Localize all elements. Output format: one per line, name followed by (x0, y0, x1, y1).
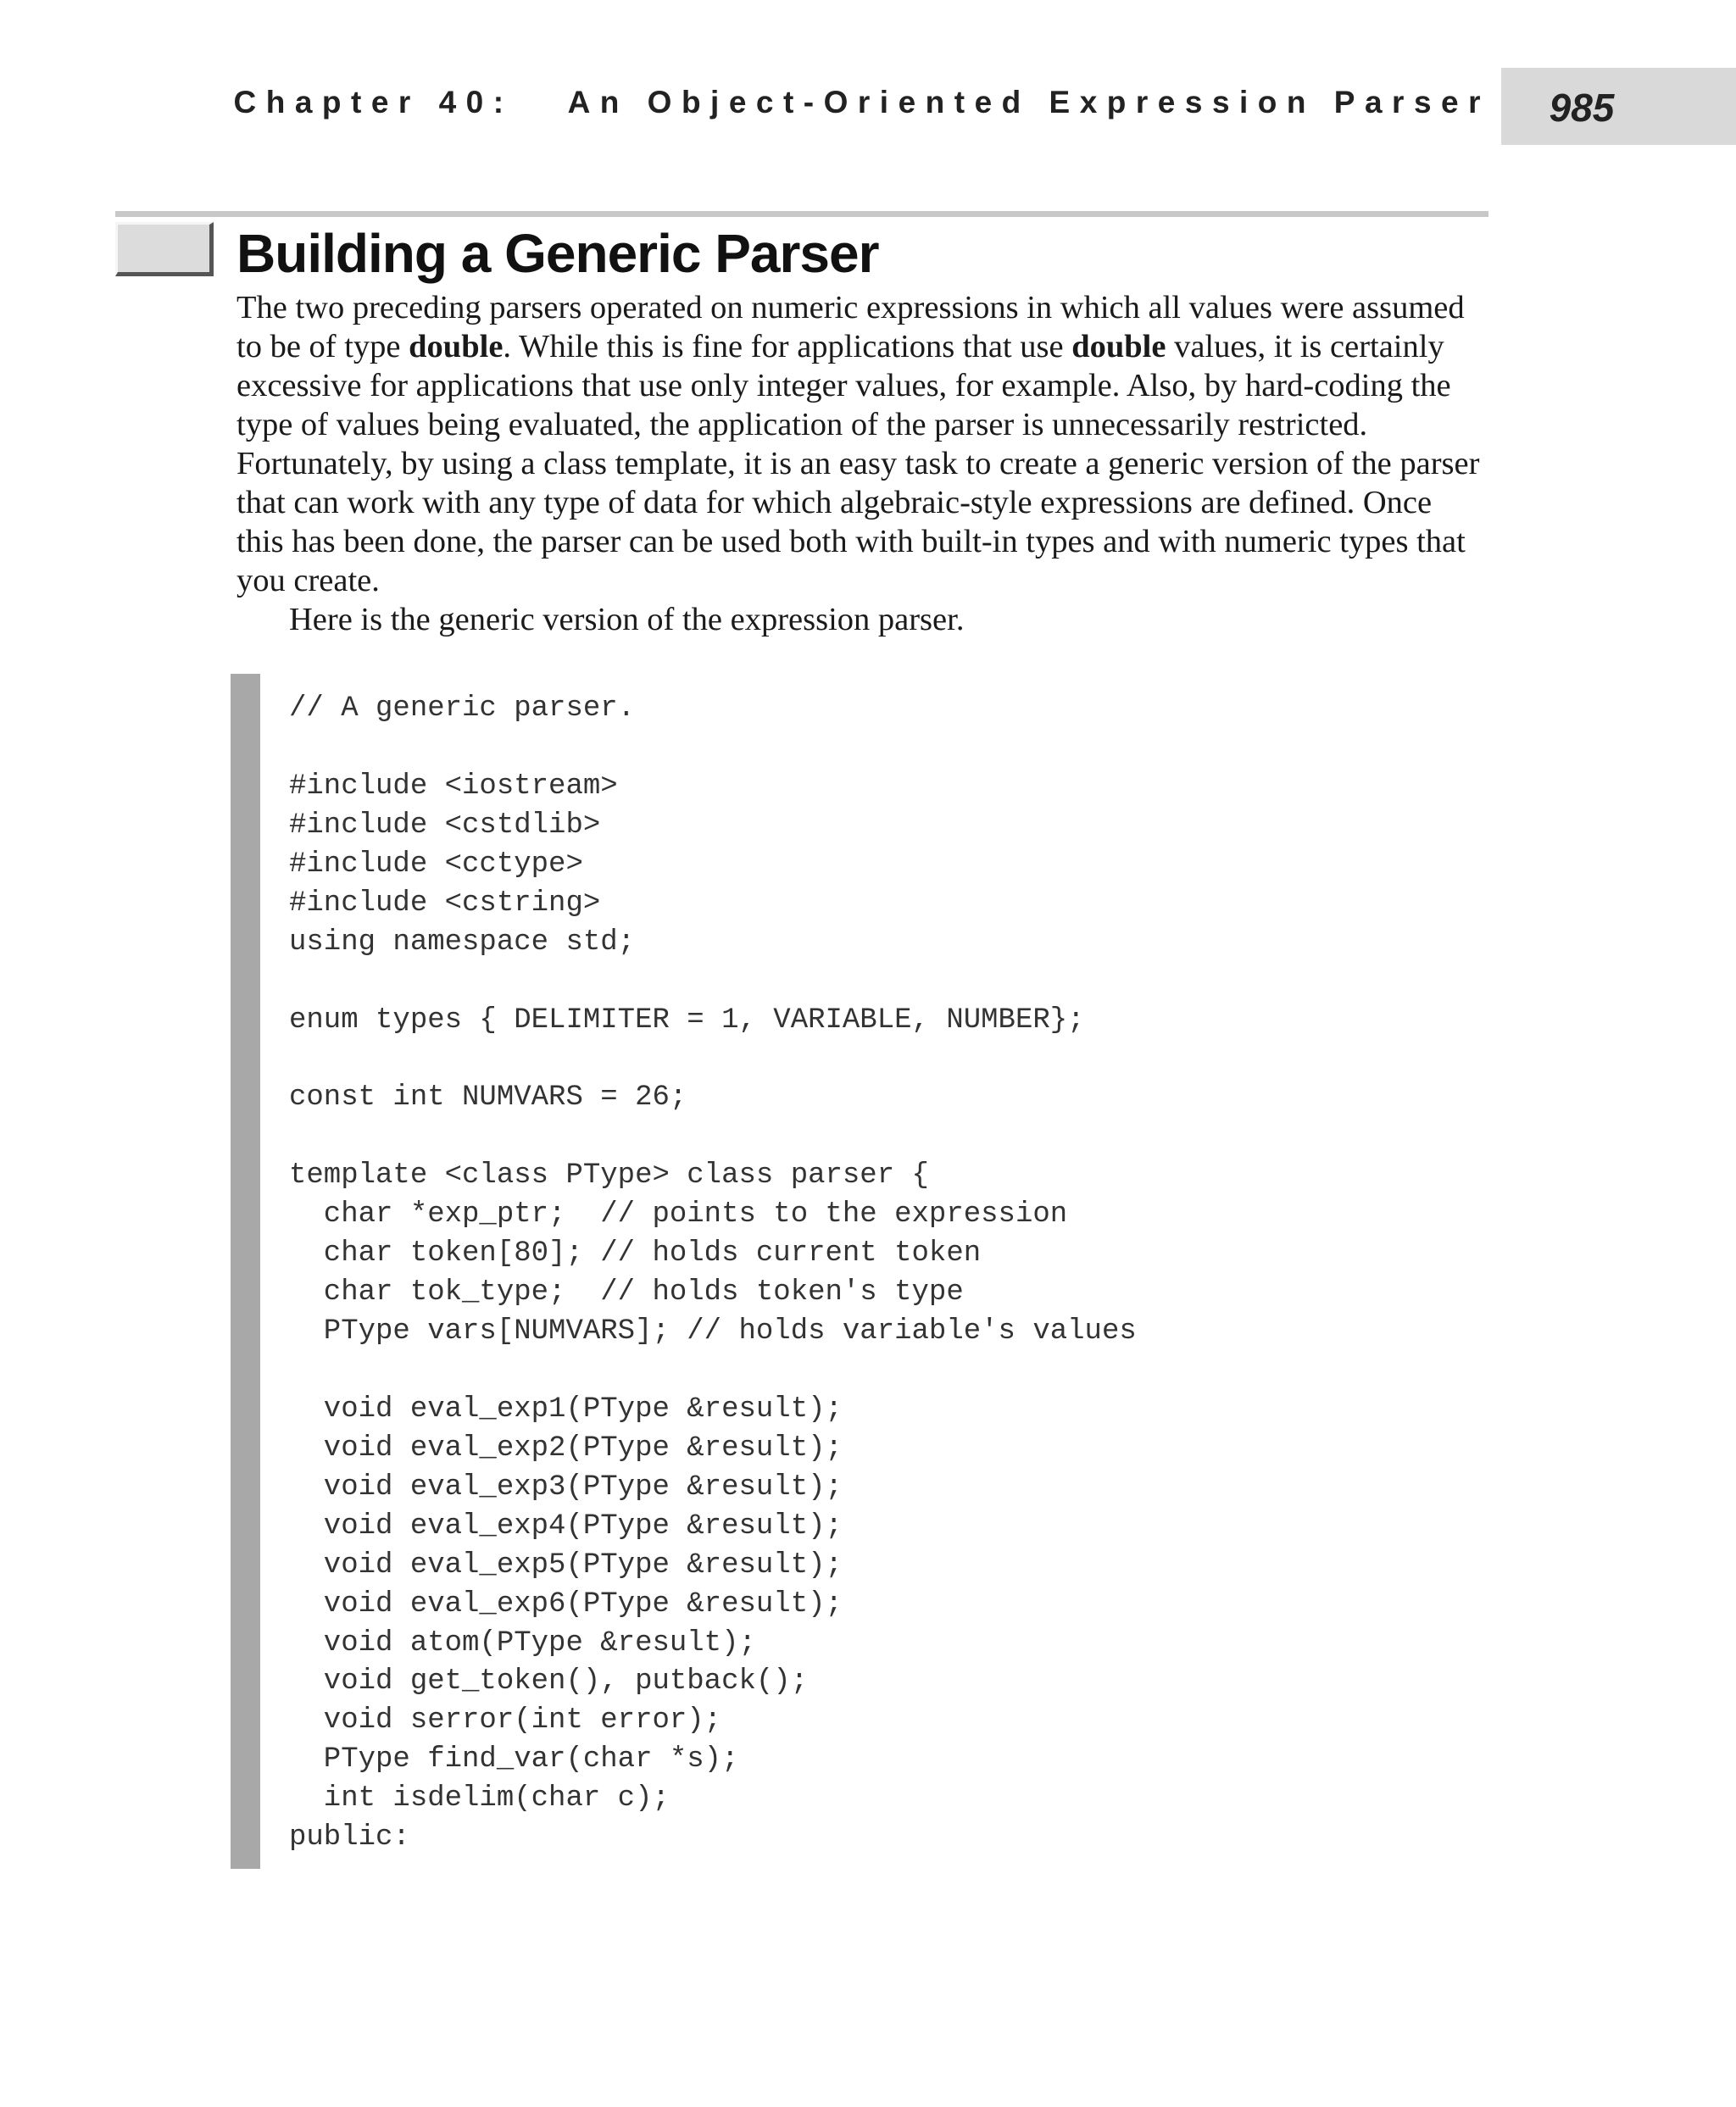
code-line: #include <cstdlib> (289, 809, 601, 842)
code-listing-bar (231, 674, 260, 1869)
code-line: void eval_exp5(PType &result); (289, 1548, 843, 1582)
code-line (289, 963, 1137, 1002)
code-line: #include <cctype> (289, 848, 583, 881)
code-line: public: (289, 1821, 410, 1854)
page-number-tab (1501, 68, 1736, 145)
bold-term: double (1071, 329, 1166, 364)
intro-paragraph (236, 288, 1483, 600)
code-line: void eval_exp1(PType &result); (289, 1393, 843, 1426)
code-line: #include <cstring> (289, 887, 601, 920)
chapter-title: An Object-Oriented Expression Parser (567, 85, 1490, 120)
code-line: PType vars[NUMVARS]; // holds variable's values (289, 1315, 1137, 1348)
code-line: const int NUMVARS = 26; (289, 1081, 687, 1115)
bold-term: double (409, 329, 504, 364)
code-line: #include <iostream> (289, 770, 618, 803)
code-line: char tok_type; // holds token's type (289, 1276, 964, 1309)
code-line: using namespace std; (289, 926, 636, 959)
code-line: void eval_exp6(PType &result); (289, 1587, 843, 1621)
page-number: 985 (1549, 86, 1615, 130)
running-head (234, 85, 1490, 120)
code-line: void atom(PType &result); (289, 1626, 756, 1659)
code-line: void eval_exp2(PType &result); (289, 1432, 843, 1465)
code-line: void eval_exp3(PType &result); (289, 1470, 843, 1504)
section-divider (115, 211, 1488, 217)
paragraph-text: The two preceding parsers operated on numeric expressions in which all values were assumed to be of type (236, 290, 1465, 364)
code-listing (289, 690, 1137, 1858)
code-line (289, 1118, 1137, 1157)
code-line: void serror(int error); (289, 1704, 722, 1737)
section-heading: Building a Generic Parser (236, 223, 879, 284)
code-line: template <class PType> class parser { (289, 1159, 929, 1192)
code-line (289, 729, 1137, 768)
chapter-label: Chapter 40: (233, 85, 514, 120)
code-line: enum types { DELIMITER = 1, VARIABLE, NUMBER}; (289, 1003, 1085, 1037)
paragraph-text: values, it is certainly excessive for applications that use only integer values, for example. Also, by hard-coding the type of values being evaluated, the application of the parser is unnecessarily restricted. Fortunately, by using a class template, it is an easy task to create a generic version of the parser that can work with any type of data for which algebraic-style expressions are defined. Once this has been done, the parser can be used both with built-in types and with numeric types that you create. (236, 329, 1480, 598)
code-line (289, 1040, 1137, 1079)
section-marker-icon (115, 222, 214, 276)
lead-in-paragraph: Here is the generic version of the expression parser. (289, 602, 965, 637)
code-line: char *exp_ptr; // points to the expression (289, 1198, 1068, 1231)
code-line: void get_token(), putback(); (289, 1665, 809, 1698)
body-text (236, 288, 1483, 639)
code-line: char token[80]; // holds current token (289, 1237, 982, 1270)
code-line: int isdelim(char c); (289, 1782, 670, 1815)
paragraph-text: . While this is fine for applications that use (503, 329, 1072, 364)
code-line (289, 1352, 1137, 1391)
code-line: // A generic parser. (289, 692, 636, 725)
code-line: PType find_var(char *s); (289, 1743, 739, 1776)
code-line: void eval_exp4(PType &result); (289, 1509, 843, 1543)
